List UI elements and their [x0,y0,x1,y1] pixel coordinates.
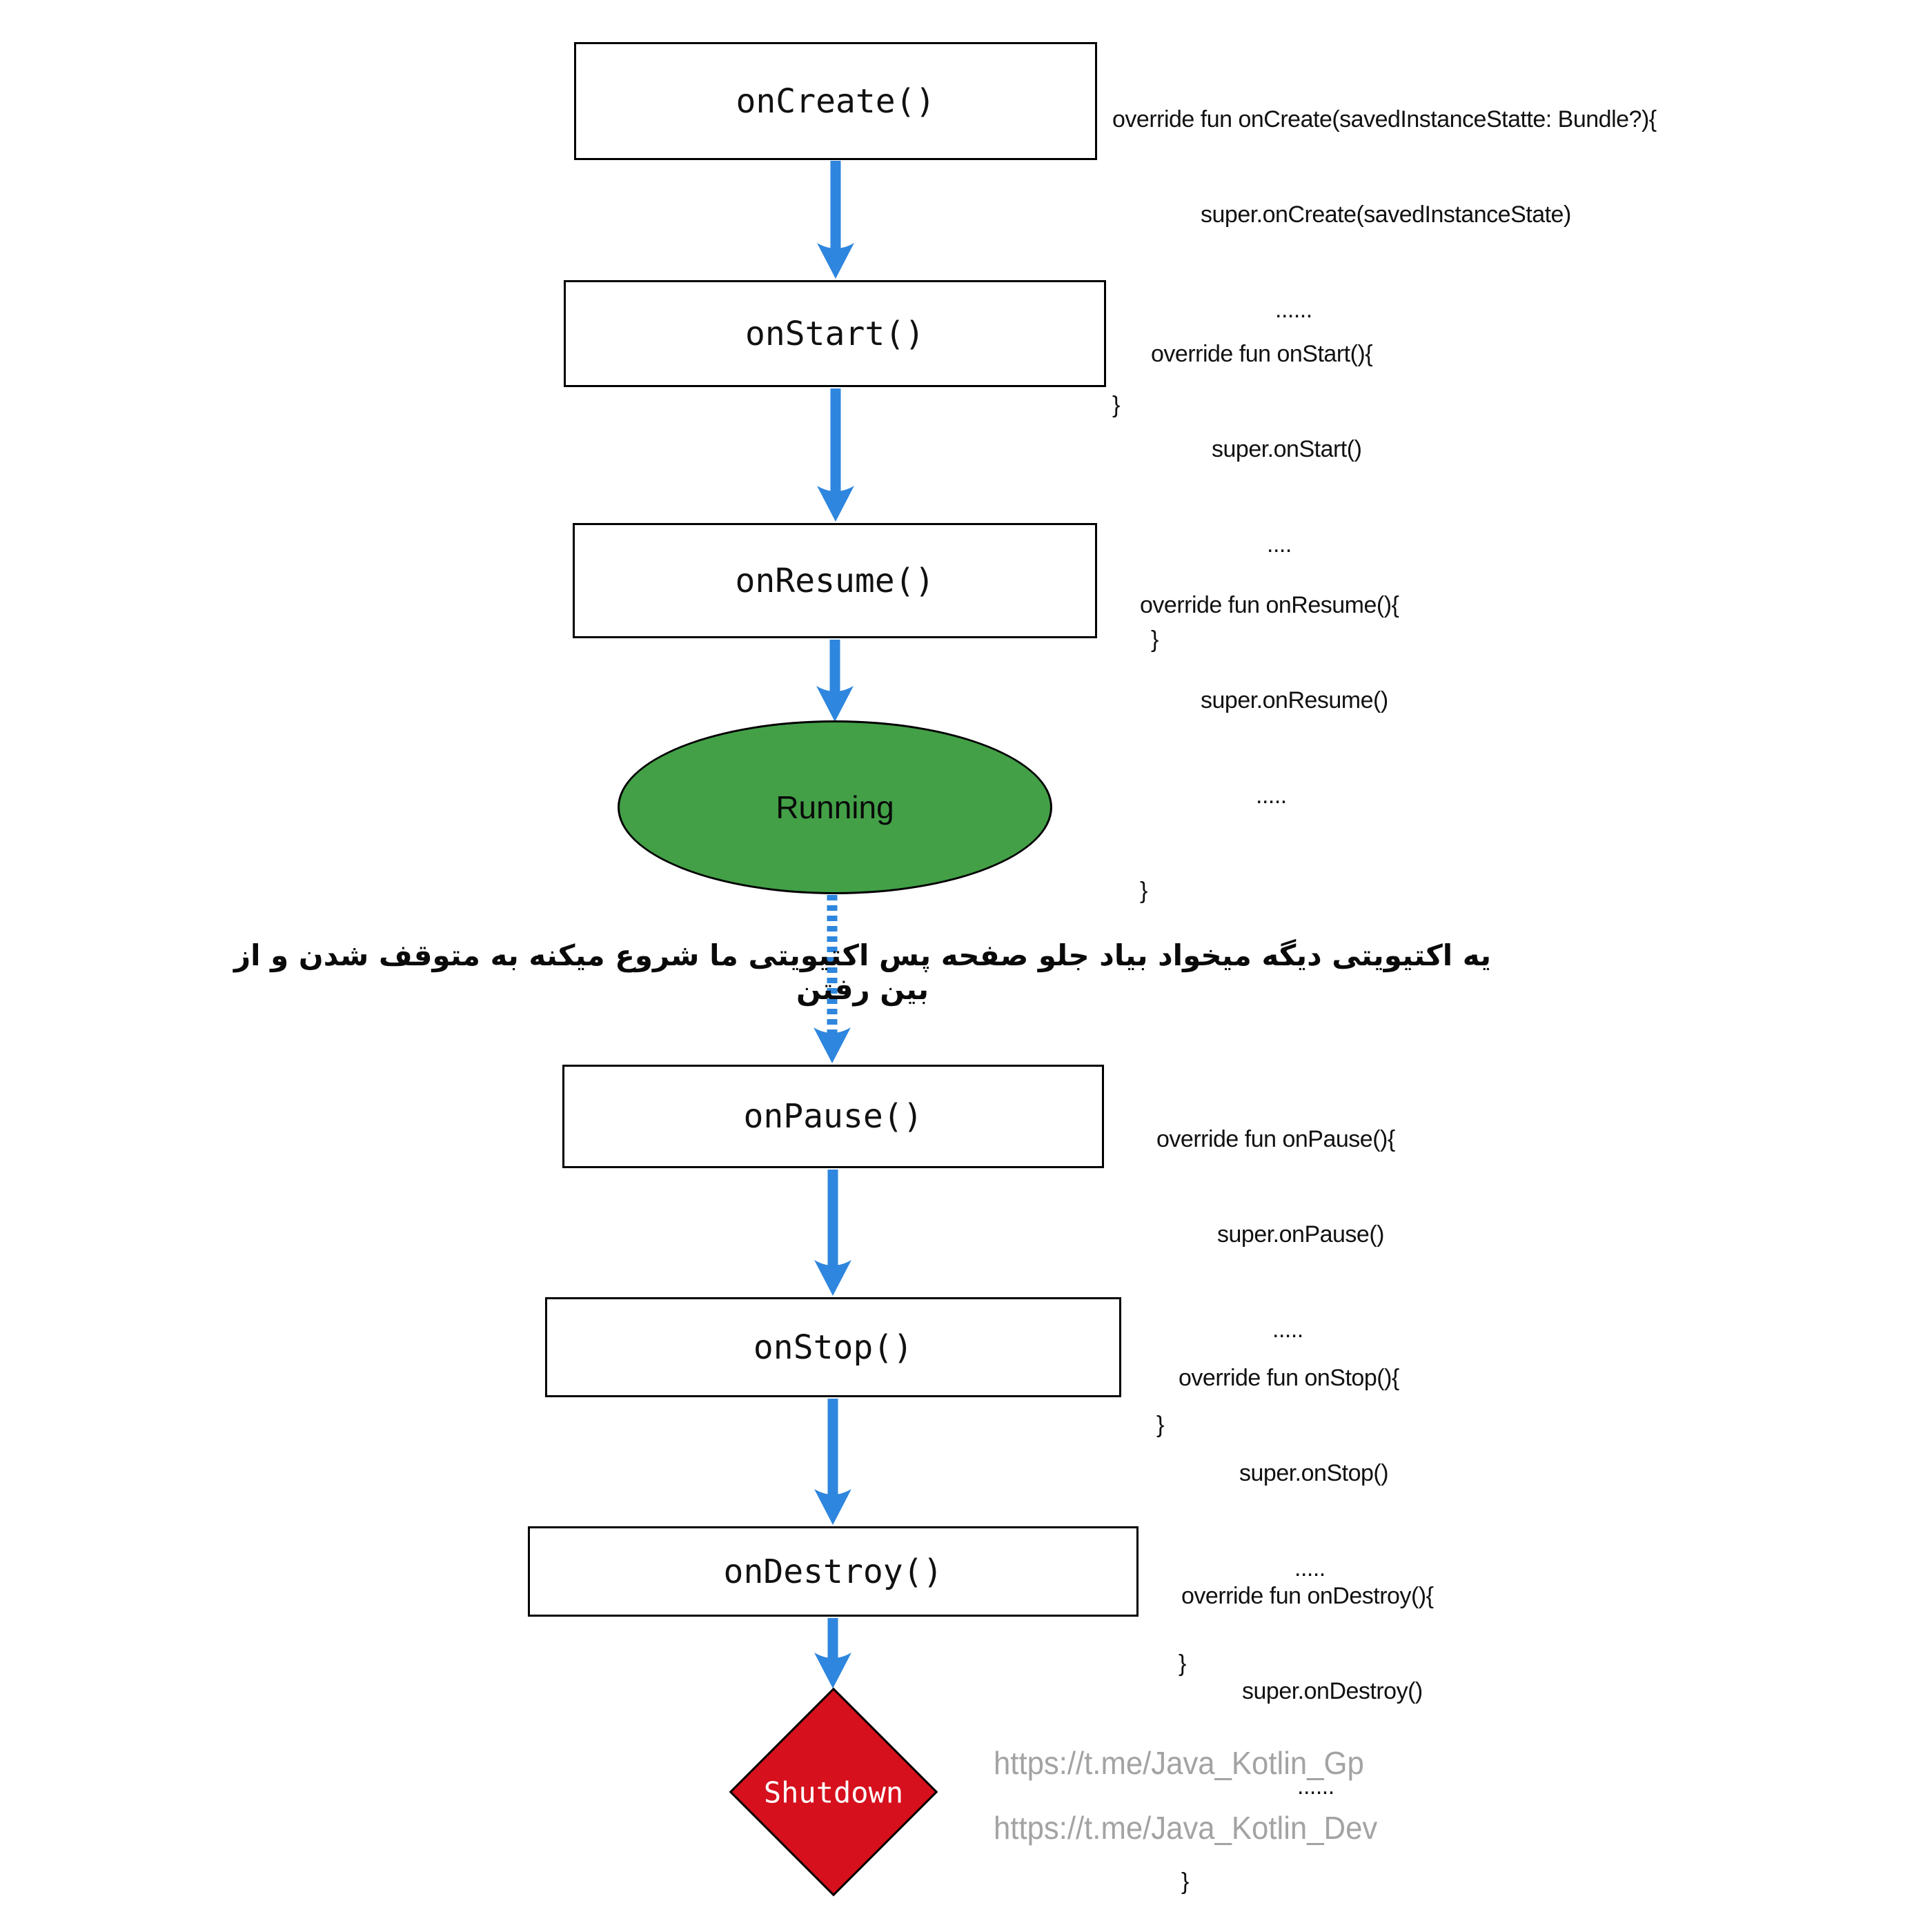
node-onresume [573,523,1097,638]
code-line: ...... [1297,1773,1334,1800]
arrow-ondestroy-to-shutdown [814,1618,851,1688]
node-onstart-label: onStart() [745,314,925,353]
code-line: } [1140,878,1147,904]
code-line: super.onStop() [1239,1460,1389,1486]
code-line: override fun onStop(){ [1179,1365,1399,1391]
code-line: super.onCreate(savedInstanceState) [1201,201,1571,228]
code-line: } [1181,1869,1189,1895]
code-line: super.onDestroy() [1242,1678,1423,1704]
node-onstop [545,1297,1121,1397]
code-line: } [1179,1650,1186,1677]
code-line: override fun onStart(){ [1151,341,1373,367]
code-line: override fun onCreate(savedInstanceStatte: Bundle?){ [1112,106,1657,132]
node-ondestroy-label: onDestroy() [723,1552,943,1591]
code-line: ..... [1294,1555,1325,1581]
node-onstop-label: onStop() [753,1328,914,1367]
telegram-link-group: https://t.me/Java_Kotlin_Gp [994,1745,1364,1781]
code-line: ..... [1256,782,1287,809]
node-onresume-label: onResume() [735,561,935,600]
node-shutdown-label: Shutdown [763,1775,904,1810]
code-line: } [1156,1412,1164,1438]
code-line: ...... [1275,297,1312,323]
code-line: override fun onPause(){ [1156,1126,1395,1152]
arrow-onpause-to-onstop [814,1170,851,1296]
code-snippet-onresume [1140,526,1399,970]
code-line: super.onResume() [1201,687,1388,713]
arrow-oncreate-to-onstart [817,161,854,279]
node-onpause [562,1065,1104,1168]
code-line: super.onStart() [1212,436,1362,462]
code-line: override fun onDestroy(){ [1181,1583,1434,1609]
node-running-label: Running [776,789,894,825]
arrow-onresume-to-running [816,640,854,722]
node-onpause-label: onPause() [743,1097,923,1136]
code-line: super.onPause() [1217,1221,1384,1248]
code-line: } [1151,627,1159,653]
annotation-farsi: یه اکتیویتی دیگه میخواد بیاد جلو صفحه پس اکتیویتی ما شروع میکنه به متوقف شدن و از بین رفتن [233,938,1492,1006]
node-onstart [564,280,1106,387]
node-running [618,720,1052,894]
code-line: ..... [1272,1317,1303,1343]
telegram-link-dev: https://t.me/Java_Kotlin_Dev [994,1810,1378,1846]
code-line: } [1112,392,1120,418]
node-oncreate-label: onCreate() [736,81,936,121]
code-line: .... [1267,531,1292,558]
code-line: override fun onResume(){ [1140,592,1399,618]
code-snippet-ondestroy [1181,1517,1433,1932]
node-oncreate [574,42,1097,160]
arrow-onstart-to-onresume [817,388,854,522]
arrow-onstop-to-ondestroy [814,1399,851,1525]
node-ondestroy [528,1526,1138,1617]
